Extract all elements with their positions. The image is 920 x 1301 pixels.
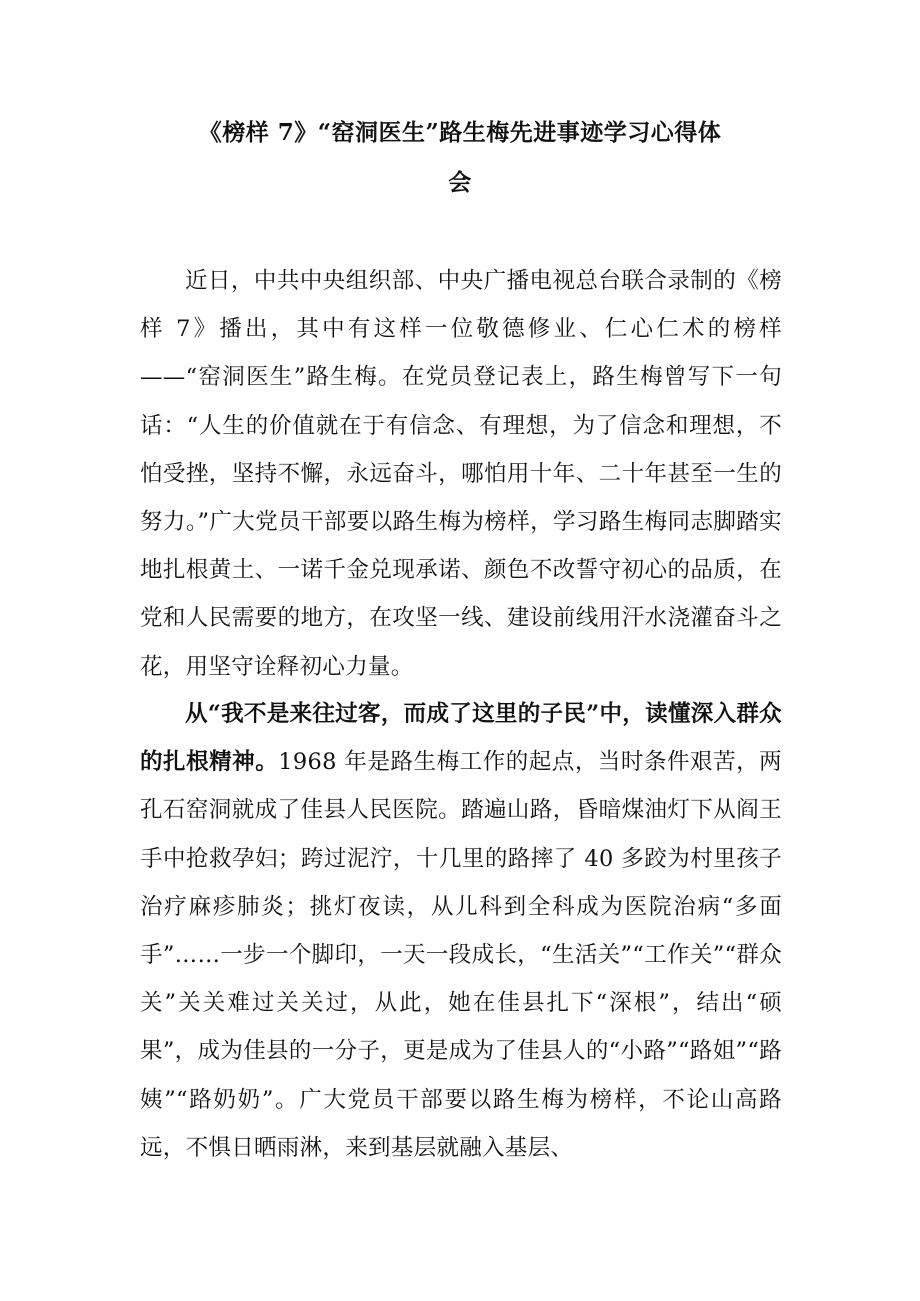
- document-title-line-2: 会: [448, 169, 472, 196]
- paragraph-2-text: 1968 年是路生梅工作的起点，当时条件艰苦，两孔石窑洞就成了佳县人民医院。踏遍山路，昏暗煤油灯下从阎王手中抢救孕妇；跨过泥泞，十几里的路摔了 40 多跤为村里孩子治疗麻疹肺炎；挑灯夜读，从儿科到全科成为医院治病“多面手”……一步一个脚印，一天一段成长，“生活关”“工作关”“群众关”关关难过关关过，从此，她在佳县扎下“深根”，结出“硕果”，成为佳县的一分子，更是成为了佳县人的“小路”“路姐”“路姨”“路奶奶”。广大党员干部要以路生梅为榜样，不论山高路远，不惧日晒雨淋，来到基层就融入基层、: [140, 749, 782, 1161]
- body-paragraph-2: [140, 690, 782, 1172]
- body-paragraph-1: [140, 257, 782, 691]
- paragraph-2-lead-sentence: 从“我不是来往过客，而成了这里的子民”中，读懂深入群众的扎根精神。: [140, 701, 782, 776]
- paragraph-1-text: 近日，中共中央组织部、中央广播电视总台联合录制的《榜样 7》播出，其中有这样一位敬德修业、仁心仁术的榜样——“窑洞医生”路生梅。在党员登记表上，路生梅曾写下一句话：“人生的价值就在于有信念、有理想，为了信念和理想，不怕受挫，坚持不懈，永远奋斗，哪怕用十年、二十年甚至一生的努力。”广大党员干部要以路生梅为榜样，学习路生梅同志脚踏实地扎根黄土、一诺千金兑现承诺、颜色不改誓守初心的品质，在党和人民需要的地方，在攻坚一线、建设前线用汗水浇灌奋斗之花，用坚守诠释初心力量。: [140, 268, 782, 680]
- document-title-line-1: 《榜样 7》“窑洞医生”路生梅先进事迹学习心得体: [198, 119, 722, 146]
